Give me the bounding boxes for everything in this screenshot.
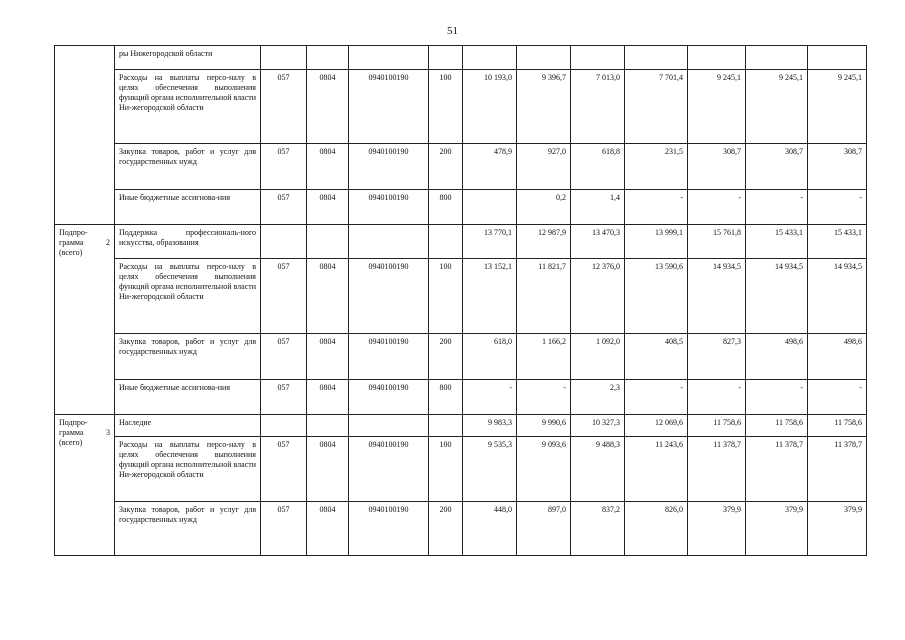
expense-description: ры Нижегородской области xyxy=(115,46,261,70)
value-col-7: 379,9 xyxy=(808,502,867,556)
code-section: 0804 xyxy=(307,334,349,380)
code-target: 0940100190 xyxy=(349,437,429,502)
value-col-6: - xyxy=(746,380,808,415)
code-section xyxy=(307,46,349,70)
value-col-1: 13 770,1 xyxy=(463,225,517,259)
value-col-2: 12 987,9 xyxy=(517,225,571,259)
value-col-5: 9 245,1 xyxy=(688,70,746,144)
code-expense xyxy=(429,225,463,259)
value-col-3: 618,8 xyxy=(571,144,625,190)
code-ministry: 057 xyxy=(261,70,307,144)
code-section: 0804 xyxy=(307,259,349,334)
value-col-2: 0,2 xyxy=(517,190,571,225)
code-expense: 200 xyxy=(429,334,463,380)
table-row xyxy=(55,225,867,259)
value-col-6: 15 433,1 xyxy=(746,225,808,259)
value-col-6: 308,7 xyxy=(746,144,808,190)
code-expense: 800 xyxy=(429,190,463,225)
value-col-4: 13 999,1 xyxy=(625,225,688,259)
value-col-2: 897,0 xyxy=(517,502,571,556)
value-col-3: 10 327,3 xyxy=(571,415,625,437)
code-target: 0940100190 xyxy=(349,190,429,225)
code-ministry xyxy=(261,46,307,70)
value-col-2: 9 093,6 xyxy=(517,437,571,502)
value-col-1 xyxy=(463,46,517,70)
value-col-6: 379,9 xyxy=(746,502,808,556)
code-expense: 800 xyxy=(429,380,463,415)
value-col-3: 2,3 xyxy=(571,380,625,415)
table-row xyxy=(55,502,867,556)
code-section: 0804 xyxy=(307,70,349,144)
table-row xyxy=(55,46,867,70)
value-col-4: 408,5 xyxy=(625,334,688,380)
value-col-3: 1 092,0 xyxy=(571,334,625,380)
code-section: 0804 xyxy=(307,437,349,502)
code-ministry xyxy=(261,225,307,259)
code-ministry: 057 xyxy=(261,502,307,556)
expense-description: Закупка товаров, работ и услуг для государственных нужд xyxy=(115,144,261,190)
code-ministry: 057 xyxy=(261,190,307,225)
value-col-6: 14 934,5 xyxy=(746,259,808,334)
expense-description: Поддержка профессиональ-ного искусства, образования xyxy=(115,225,261,259)
table-row xyxy=(55,380,867,415)
table-row xyxy=(55,190,867,225)
value-col-1: 10 193,0 xyxy=(463,70,517,144)
expense-description: Расходы на выплаты персо-налу в целях обеспечения выполнения функций органа исполнительной власти Ни-жегородской области xyxy=(115,259,261,334)
code-ministry: 057 xyxy=(261,334,307,380)
code-expense: 100 xyxy=(429,259,463,334)
code-target xyxy=(349,415,429,437)
code-target: 0940100190 xyxy=(349,380,429,415)
code-section: 0804 xyxy=(307,144,349,190)
value-col-7: 308,7 xyxy=(808,144,867,190)
expense-description: Закупка товаров, работ и услуг для государственных нужд xyxy=(115,502,261,556)
code-expense: 100 xyxy=(429,437,463,502)
code-section: 0804 xyxy=(307,380,349,415)
code-target: 0940100190 xyxy=(349,259,429,334)
subprogram-label-line xyxy=(59,238,110,248)
value-col-5: 379,9 xyxy=(688,502,746,556)
code-target: 0940100190 xyxy=(349,334,429,380)
code-expense xyxy=(429,415,463,437)
code-target: 0940100190 xyxy=(349,144,429,190)
value-col-5 xyxy=(688,46,746,70)
subprogram-label-line: (всего) xyxy=(59,248,83,257)
code-target xyxy=(349,225,429,259)
value-col-6 xyxy=(746,46,808,70)
value-col-3: 12 376,0 xyxy=(571,259,625,334)
value-col-2: 1 166,2 xyxy=(517,334,571,380)
value-col-5: 11 378,7 xyxy=(688,437,746,502)
value-col-3: 837,2 xyxy=(571,502,625,556)
value-col-1: - xyxy=(463,380,517,415)
value-col-6: 11 378,7 xyxy=(746,437,808,502)
expense-description: Иные бюджетные ассигнова-ния xyxy=(115,380,261,415)
value-col-3: 13 470,3 xyxy=(571,225,625,259)
expense-description: Расходы на выплаты персо-налу в целях обеспечения выполнения функций органа исполнительной власти Ни-жегородской области xyxy=(115,437,261,502)
value-col-5: 308,7 xyxy=(688,144,746,190)
code-target: 0940100190 xyxy=(349,70,429,144)
value-col-1: 9 983,3 xyxy=(463,415,517,437)
code-ministry: 057 xyxy=(261,380,307,415)
table-row xyxy=(55,437,867,502)
code-section xyxy=(307,415,349,437)
page-number: 51 xyxy=(447,25,458,37)
code-expense xyxy=(429,46,463,70)
subprogram-label-line: Подпро- xyxy=(59,228,88,237)
value-col-4: 826,0 xyxy=(625,502,688,556)
table-row xyxy=(55,334,867,380)
code-expense: 200 xyxy=(429,502,463,556)
value-col-4: 7 701,4 xyxy=(625,70,688,144)
value-col-4: 12 069,6 xyxy=(625,415,688,437)
subprogram-label-line: (всего) xyxy=(59,438,83,447)
value-col-2 xyxy=(517,46,571,70)
table-row xyxy=(55,70,867,144)
code-section: 0804 xyxy=(307,190,349,225)
value-col-6: 9 245,1 xyxy=(746,70,808,144)
subprogram-number: 2 xyxy=(106,238,110,247)
program-cell-empty xyxy=(55,46,115,225)
table-body xyxy=(55,46,867,556)
value-col-1: 448,0 xyxy=(463,502,517,556)
value-col-1: 478,9 xyxy=(463,144,517,190)
value-col-5: 11 758,6 xyxy=(688,415,746,437)
value-col-3: 1,4 xyxy=(571,190,625,225)
value-col-7: 15 433,1 xyxy=(808,225,867,259)
code-section xyxy=(307,225,349,259)
value-col-7 xyxy=(808,46,867,70)
table-row xyxy=(55,144,867,190)
budget-table xyxy=(54,45,867,556)
value-col-6: 11 758,6 xyxy=(746,415,808,437)
value-col-4: 13 590,6 xyxy=(625,259,688,334)
subprogram-label-line: Подпро- xyxy=(59,418,88,427)
code-ministry: 057 xyxy=(261,437,307,502)
subprogram-word: грамма xyxy=(59,428,84,437)
table-row xyxy=(55,259,867,334)
code-ministry: 057 xyxy=(261,144,307,190)
value-col-4: 231,5 xyxy=(625,144,688,190)
value-col-7: - xyxy=(808,380,867,415)
value-col-5: 827,3 xyxy=(688,334,746,380)
expense-description: Закупка товаров, работ и услуг для государственных нужд xyxy=(115,334,261,380)
value-col-6: 498,6 xyxy=(746,334,808,380)
value-col-2: 11 821,7 xyxy=(517,259,571,334)
subprogram-label xyxy=(55,225,115,415)
expense-description: Наследие xyxy=(115,415,261,437)
code-expense: 200 xyxy=(429,144,463,190)
value-col-2: 927,0 xyxy=(517,144,571,190)
value-col-2: 9 990,6 xyxy=(517,415,571,437)
code-ministry: 057 xyxy=(261,259,307,334)
value-col-1: 13 152,1 xyxy=(463,259,517,334)
table-row xyxy=(55,415,867,437)
value-col-1: 9 535,3 xyxy=(463,437,517,502)
value-col-5: 14 934,5 xyxy=(688,259,746,334)
code-target: 0940100190 xyxy=(349,502,429,556)
code-expense: 100 xyxy=(429,70,463,144)
value-col-1 xyxy=(463,190,517,225)
value-col-7: - xyxy=(808,190,867,225)
expense-description: Расходы на выплаты персо-налу в целях обеспечения выполнения функций органа исполнительной власти Ни-жегородской области xyxy=(115,70,261,144)
subprogram-number: 3 xyxy=(106,428,110,437)
value-col-7: 14 934,5 xyxy=(808,259,867,334)
value-col-4: - xyxy=(625,190,688,225)
subprogram-label-line xyxy=(59,428,110,438)
value-col-3 xyxy=(571,46,625,70)
value-col-4: 11 243,6 xyxy=(625,437,688,502)
value-col-3: 7 013,0 xyxy=(571,70,625,144)
code-target xyxy=(349,46,429,70)
code-ministry xyxy=(261,415,307,437)
subprogram-word: грамма xyxy=(59,238,84,247)
code-section: 0804 xyxy=(307,502,349,556)
value-col-2: 9 396,7 xyxy=(517,70,571,144)
value-col-7: 11 758,6 xyxy=(808,415,867,437)
value-col-1: 618,0 xyxy=(463,334,517,380)
value-col-6: - xyxy=(746,190,808,225)
value-col-5: 15 761,8 xyxy=(688,225,746,259)
value-col-7: 11 378,7 xyxy=(808,437,867,502)
value-col-4 xyxy=(625,46,688,70)
value-col-3: 9 488,3 xyxy=(571,437,625,502)
value-col-4: - xyxy=(625,380,688,415)
value-col-7: 9 245,1 xyxy=(808,70,867,144)
expense-description: Иные бюджетные ассигнова-ния xyxy=(115,190,261,225)
value-col-2: - xyxy=(517,380,571,415)
subprogram-label xyxy=(55,415,115,556)
value-col-5: - xyxy=(688,380,746,415)
value-col-5: - xyxy=(688,190,746,225)
value-col-7: 498,6 xyxy=(808,334,867,380)
